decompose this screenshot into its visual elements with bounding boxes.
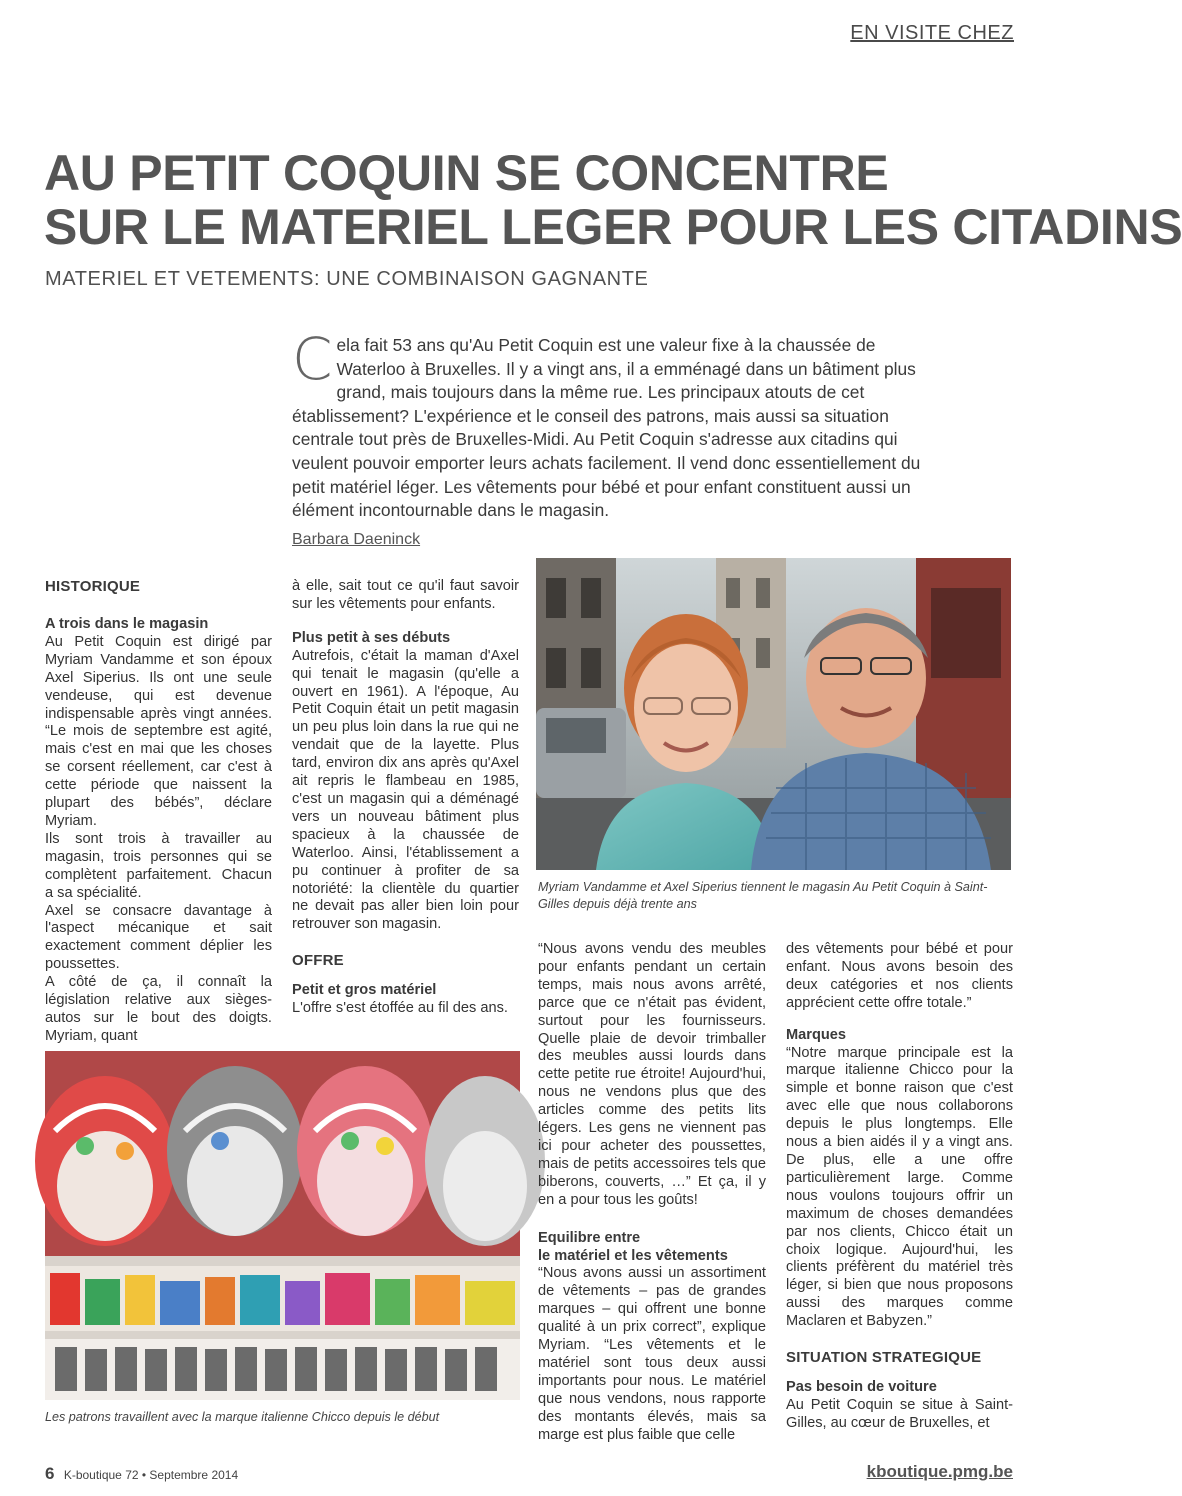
heading-historique: HISTORIQUE bbox=[45, 578, 141, 595]
footer-publication bbox=[45, 1464, 238, 1484]
heading-situation: SITUATION STRATEGIQUE bbox=[786, 1349, 982, 1367]
page-number: 6 bbox=[45, 1464, 55, 1483]
column-1 bbox=[45, 578, 272, 1046]
column-2 bbox=[292, 578, 519, 1018]
article-title bbox=[44, 145, 1182, 255]
column-4 bbox=[786, 941, 1013, 1433]
drop-cap: C bbox=[292, 325, 333, 393]
subheading-equilibre-2: le matériel et les vêtements bbox=[538, 1247, 728, 1264]
paragraph: “Nous avons vendu des meubles pour enfants pendant un certain temps, mais nous avons arrêté, parce que ce n'était pas évident, surtout pour les fournisseurs. Quelle plaie de devoir trimballer des meubles aussi lourds dans cette petite rue étroite! Aujourd'hui, nous ne vendons plus que des articles comme des petits lits légers. Les gens ne viennent pas ici pour acheter des poussettes, mais de petits accessoires tels que biberons, couverts, …” Et ça, il y en a pour tous les goûts! bbox=[538, 941, 766, 1208]
title-line-1: AU PETIT COQUIN SE CONCENTRE bbox=[44, 145, 889, 201]
intro-text: ela fait 53 ans qu'Au Petit Coquin est une valeur fixe à la chaussée de Waterloo à Bruxelles. Il y a vingt ans, il a emménagé dans un bâtiment plus grand, mais toujours dans la même rue. Les principaux atouts de cet établissement? L'expérience et le conseil des patrons, mais aussi sa situation centrale tout près de Bruxelles-Midi. Au Petit Coquin s'adresse aux citadins qui veulent pouvoir emporter leurs achats facilement. Il vend donc essentiellement du petit matériel léger. Les vêtements pour bébé et pour enfant constituent aussi un élément incontournable dans le magasin. bbox=[292, 335, 921, 521]
section-tag: EN VISITE CHEZ bbox=[850, 22, 1014, 44]
paragraph: A côté de ça, il connaît la législation relative aux sièges-autos sur le bout des doigts. Myriam, quant bbox=[45, 974, 272, 1044]
subheading-equilibre-1: Equilibre entre bbox=[538, 1229, 641, 1246]
heading-offre: OFFRE bbox=[292, 952, 344, 970]
subheading-gros: Petit et gros matériel bbox=[292, 982, 437, 999]
subheading-voiture: Pas besoin de voiture bbox=[786, 1379, 937, 1396]
paragraph: des vêtements pour bébé et pour enfant. Nous avons besoin des deux catégories et nos clients apprécient cette offre totale.” bbox=[786, 941, 1013, 1011]
paragraph: Axel se consacre davantage à l'aspect mécanique et sait exactement comment déplier les poussettes. bbox=[45, 902, 272, 973]
author-byline: Barbara Daeninck bbox=[292, 531, 421, 548]
subheading-trois: A trois dans le magasin bbox=[45, 616, 209, 632]
subheading-marques: Marques bbox=[786, 1026, 847, 1043]
title-line-2: SUR LE MATERIEL LEGER POUR LES CITADINS bbox=[44, 199, 1182, 255]
column-3 bbox=[538, 941, 766, 1444]
paragraph: à elle, sait tout ce qu'il faut savoir sur les vêtements pour enfants. bbox=[292, 578, 519, 612]
paragraph: “Nous avons aussi un assortiment de vêtements – pas de grandes marques – qui offrent une bonne qualité à un prix correct”, explique Myriam. “Les vêtements et le matériel sont tous deux aussi importants pour nous. Le matériel que nous vendons, nous rapporte des montants élevés, mais sa marge est plus faible que celle bbox=[538, 1265, 766, 1443]
article-intro bbox=[292, 325, 928, 523]
shelf-photo-caption: Les patrons travaillent avec la marque italienne Chicco depuis le début bbox=[45, 1410, 440, 1424]
paragraph: Au Petit Coquin est dirigé par Myriam Vandamme et son époux Axel Siperius. Ils ont une seule vendeuse, qui est devenue indispensable après vingt années. “Le mois de septembre est agité, mais c'est en mai que les choses se corsent réellement, car c'est à cette période que naissent la plupart des bébés”, déclare Myriam. bbox=[45, 633, 272, 829]
paragraph: Au Petit Coquin se situe à Saint-Gilles, au cœur de Bruxelles, et bbox=[786, 1396, 1013, 1431]
owners-photo-caption: Myriam Vandamme et Axel Siperius tiennent le magasin Au Petit Coquin à Saint-Gilles depuis déjà trente ans bbox=[538, 880, 988, 911]
paragraph: “Notre marque principale est la marque italienne Chicco pour la simple et bonne raison que c'est avec elle que nous collaborons depuis le plus longtemps. Elle nous a bien aidés il y a vingt ans. De plus, elle a une offre particulièrement large. Comme nous voulons toujours offrir un maximum de choses demandées par nos clients, Chicco était un choix logique. Aujourd'hui, les clients préfèrent du matériel très léger, si bien que nous proposons aussi des marques comme Maclaren et Babyzen.” bbox=[786, 1044, 1013, 1330]
owners-photo-illustration bbox=[536, 558, 1011, 870]
paragraph: L'offre s'est étoffée au fil des ans. bbox=[292, 1000, 508, 1017]
paragraph: Autrefois, c'était la maman d'Axel qui tenait le magasin (qu'elle a ouvert en 1961). A l'époque, Au Petit Coquin était un petit magasin un peu plus loin dans la rue qui ne vendait que de la layette. Plus tard, environ dix ans après qu'Axel ait repris le flambeau en 1985, c'est un magasin qui a déménagé vers un nouveau bâtiment plus spacieux à la chaussée de Waterloo. Ainsi, l'établissement a pu continuer à profiter de sa notoriété: la clientèle du quartier ne devait pas aller bien loin pour retrouver son magasin. bbox=[292, 647, 519, 933]
paragraph: Ils sont trois à travailler au magasin, trois personnes qui se complètent parfaitement. Chacun a sa spécialité. bbox=[45, 830, 272, 901]
subheading-petit: Plus petit à ses débuts bbox=[292, 629, 451, 646]
shelf-photo-illustration bbox=[45, 1051, 520, 1400]
owners-photo bbox=[536, 558, 1011, 870]
article-subtitle: MATERIEL ET VETEMENTS: UNE COMBINAISON GAGNANTE bbox=[45, 268, 649, 290]
publication-info: K-boutique 72 • Septembre 2014 bbox=[63, 1468, 239, 1482]
website-link[interactable]: kboutique.pmg.be bbox=[866, 1462, 1013, 1481]
shelf-photo bbox=[45, 1051, 520, 1400]
